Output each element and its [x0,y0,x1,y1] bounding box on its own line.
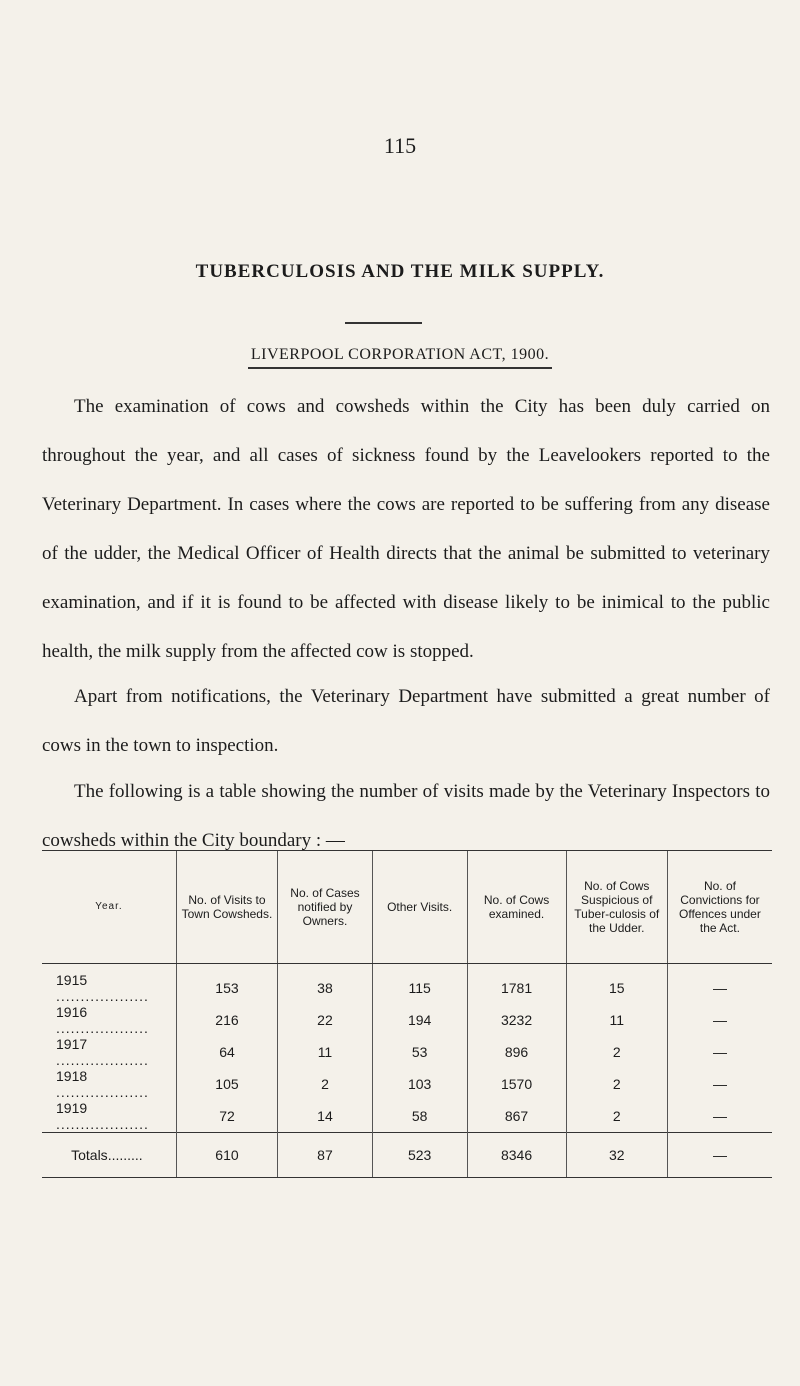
cell-total-cases: 87 [278,1133,373,1178]
cell-year: 1918 ..... [42,1068,176,1100]
cell-cases: 11 [278,1036,373,1068]
cell-suspicious: 2 [566,1068,667,1100]
cell-suspicious: 2 [566,1100,667,1133]
paragraph-notifications: Apart from notifications, the Veterinary Department have submitted a great number of cows in the town to inspection. [42,686,770,756]
cell-convictions: — [667,1036,772,1068]
header-cases-notified: No. of Cases notified by Owners. [278,851,373,964]
cell-total-convictions: — [667,1133,772,1178]
cell-total-other: 523 [372,1133,467,1178]
subtitle-underline [248,367,552,369]
table-row [42,1100,772,1133]
header-visits: No. of Visits to Town Cowsheds. [176,851,277,964]
section-subtitle: LIVERPOOL CORPORATION ACT, 1900. [250,346,550,363]
cell-year: 1916 ..... [42,1004,176,1036]
cell-examined: 896 [467,1036,566,1068]
table-row [42,964,772,1005]
cell-visits: 216 [176,1004,277,1036]
cell-other: 115 [372,964,467,1005]
cell-convictions: — [667,1068,772,1100]
cell-visits: 64 [176,1036,277,1068]
table-row [42,1004,772,1036]
cell-other: 103 [372,1068,467,1100]
table-header-row [42,851,772,964]
totals-row [42,1133,772,1178]
table-row [42,1068,772,1100]
cell-year: 1919 ..... [42,1100,176,1133]
cell-total-visits: 610 [176,1133,277,1178]
header-year: Year. [42,851,176,964]
cell-suspicious: 2 [566,1036,667,1068]
header-cows-suspicious: No. of Cows Suspicious of Tuber-culosis of the Udder. [566,851,667,964]
visits-table [42,850,772,1178]
cell-examined: 1570 [467,1068,566,1100]
cell-totals-label: Totals ..... [42,1133,176,1178]
cell-cases: 14 [278,1100,373,1133]
cell-visits: 105 [176,1068,277,1100]
cell-year: 1915 ..... [42,964,176,1005]
cell-cases: 38 [278,964,373,1005]
cell-year: 1917 ..... [42,1036,176,1068]
cell-other: 194 [372,1004,467,1036]
header-convictions: No. of Convictions for Offences under the Act. [667,851,772,964]
cell-convictions: — [667,1004,772,1036]
cell-cases: 22 [278,1004,373,1036]
cell-suspicious: 15 [566,964,667,1005]
cell-visits: 72 [176,1100,277,1133]
table-row [42,1036,772,1068]
page-number: 115 [383,133,417,158]
paragraph-examination: The examination of cows and cowsheds within the City has been duly carried on throughout the year, and all cases of sickness found by the Leavelookers reported to the Veterinary Department. In cases where the cows are reported to be suffering from any disease of the udder, the Medical Officer of Health directs that the animal be submitted to veterinary examination, and if it is found to be affected with disease likely to be inimical to the public health, the milk supply from the affected cow is stopped. [42,396,770,662]
cell-visits: 153 [176,964,277,1005]
cell-suspicious: 11 [566,1004,667,1036]
cell-other: 58 [372,1100,467,1133]
header-cows-examined: No. of Cows examined. [467,851,566,964]
cell-examined: 1781 [467,964,566,1005]
paragraph-table-intro: The following is a table showing the number of visits made by the Veterinary Inspectors to cowsheds within the City boundary : — [42,781,770,851]
cell-examined: 867 [467,1100,566,1133]
cell-total-examined: 8346 [467,1133,566,1178]
cell-convictions: — [667,1100,772,1133]
cell-cases: 2 [278,1068,373,1100]
cell-convictions: — [667,964,772,1005]
header-other-visits: Other Visits. [372,851,467,964]
page-title: TUBERCULOSIS AND THE MILK SUPPLY. [195,261,605,282]
cell-other: 53 [372,1036,467,1068]
title-divider [345,322,422,324]
cell-total-suspicious: 32 [566,1133,667,1178]
cell-examined: 3232 [467,1004,566,1036]
